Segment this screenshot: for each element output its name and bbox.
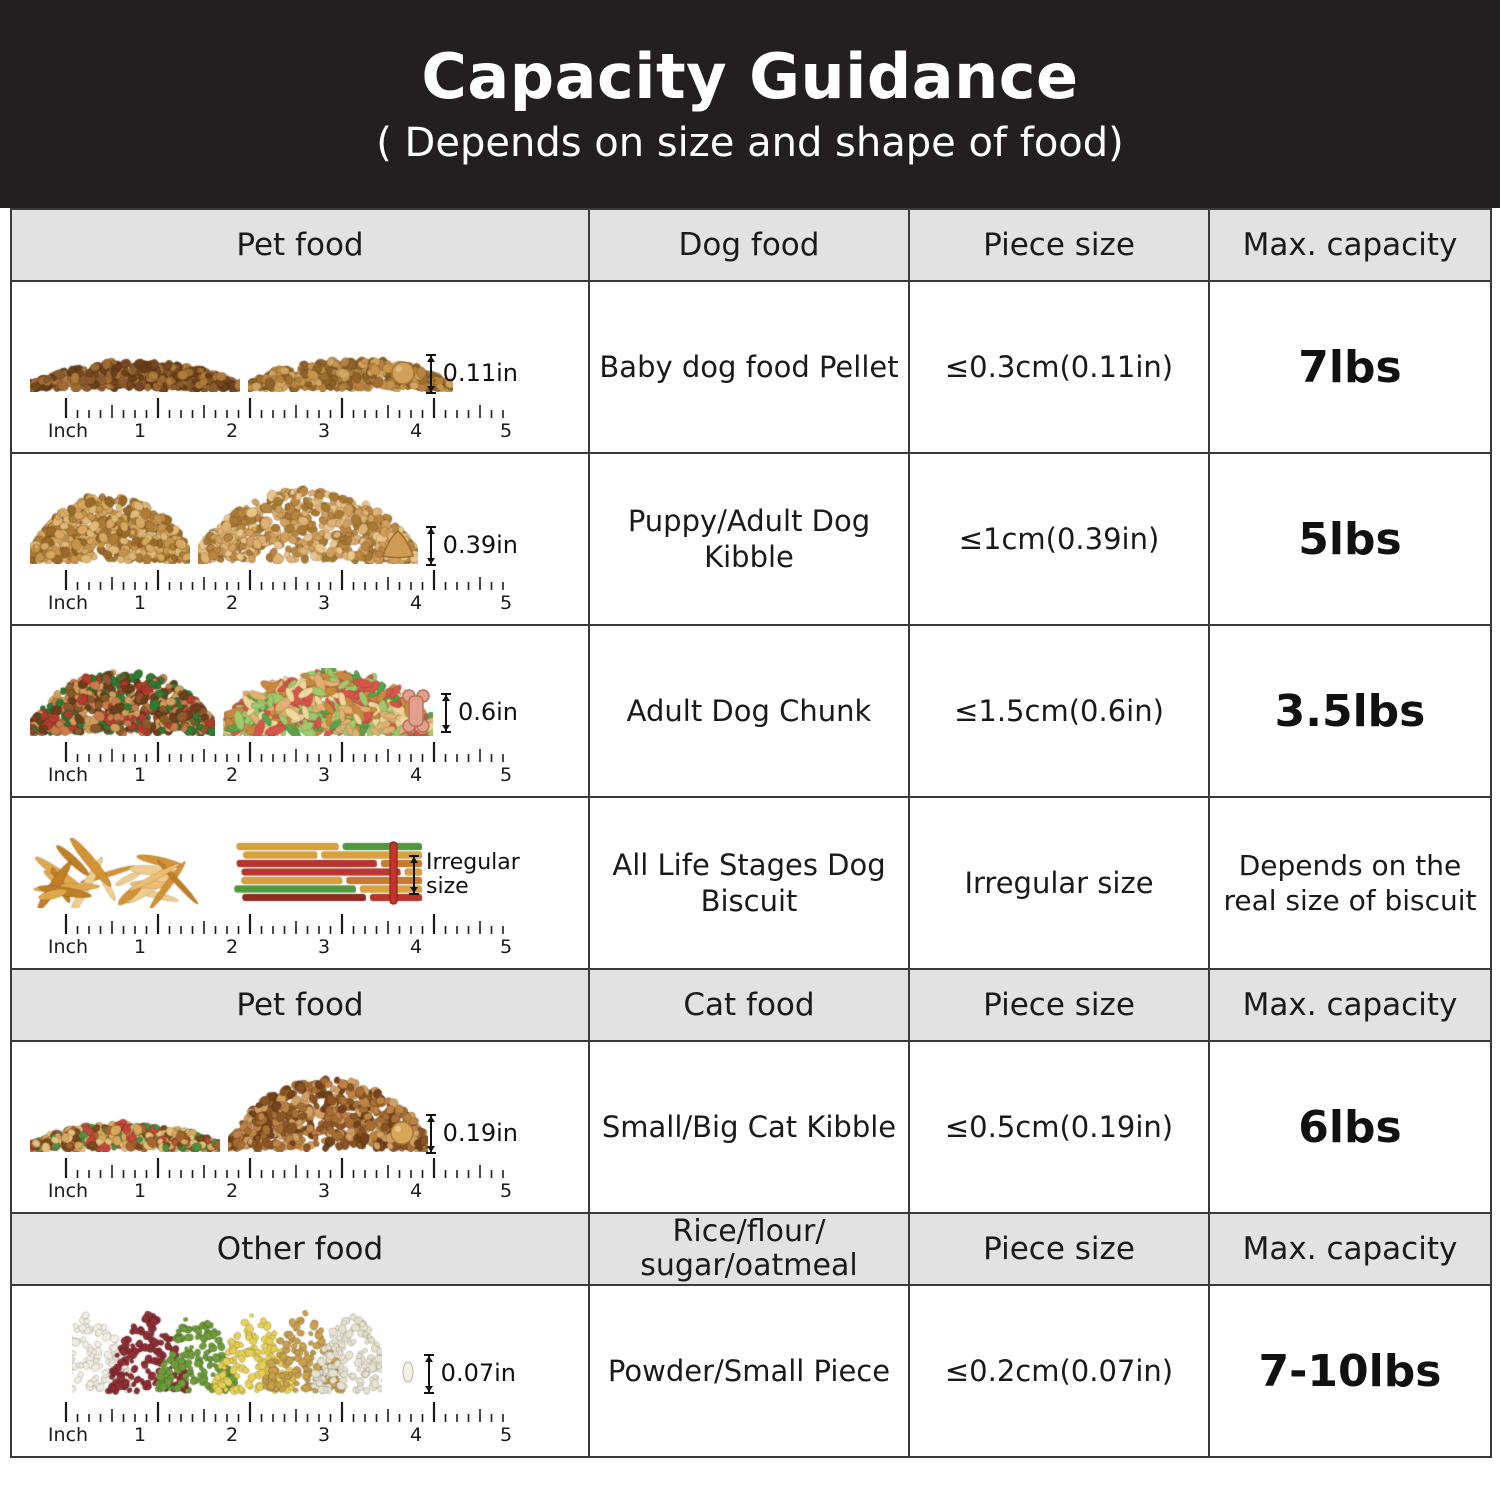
triangle-kibble-icon bbox=[378, 527, 418, 565]
ruler-labels bbox=[44, 420, 513, 442]
page-header bbox=[0, 0, 1500, 208]
ruler-tick-1: 1 bbox=[133, 420, 147, 442]
ruler-unit-label: Inch bbox=[47, 1180, 89, 1202]
bone-chunk-icon bbox=[399, 688, 433, 738]
food-name: All Life Stages Dog Biscuit bbox=[589, 797, 909, 969]
ruler-labels bbox=[44, 1180, 513, 1202]
sample-dimension bbox=[424, 1114, 518, 1154]
round-pellet-icon bbox=[388, 357, 418, 391]
food-illustration-cell bbox=[11, 1041, 589, 1213]
ruler-unit-label: Inch bbox=[47, 764, 89, 786]
ruler-tick-2: 2 bbox=[225, 1424, 239, 1446]
food-pile-small bbox=[30, 1090, 220, 1152]
max-capacity bbox=[1209, 453, 1491, 625]
ruler-tick-2: 2 bbox=[225, 764, 239, 786]
header-cat-food: Cat food bbox=[589, 969, 909, 1041]
ruler-tick-5: 5 bbox=[499, 592, 513, 614]
header-piece-size: Piece size bbox=[909, 209, 1209, 281]
food-pile-small bbox=[30, 490, 190, 564]
table-row bbox=[11, 797, 1491, 969]
sample-size-label: 0.39in bbox=[442, 531, 518, 560]
dimension-arrow-icon bbox=[424, 1114, 438, 1154]
food-pile-small bbox=[30, 326, 240, 392]
table-row bbox=[11, 1041, 1491, 1213]
table-row bbox=[11, 281, 1491, 453]
table-row bbox=[11, 453, 1491, 625]
ruler-tick-4: 4 bbox=[409, 420, 423, 442]
ruler-unit-label: Inch bbox=[47, 592, 89, 614]
table-row bbox=[11, 1285, 1491, 1457]
food-illustration-cell bbox=[11, 281, 589, 453]
ruler-tick-5: 5 bbox=[499, 764, 513, 786]
header-rice-flour-line2: sugar/oatmeal bbox=[640, 1248, 858, 1283]
ruler bbox=[44, 394, 513, 444]
header-pet-food: Pet food bbox=[11, 969, 589, 1041]
sample-piece bbox=[386, 1114, 518, 1154]
sample-dimension bbox=[439, 693, 518, 733]
max-capacity-note: Depends on the real size of biscuit bbox=[1209, 797, 1491, 969]
food-illustration-cell bbox=[11, 1285, 589, 1457]
ruler-tick-4: 4 bbox=[409, 592, 423, 614]
stick-biscuit-icon bbox=[385, 840, 401, 910]
capacity-table bbox=[10, 208, 1492, 1458]
food-name: Puppy/Adult Dog Kibble bbox=[589, 453, 909, 625]
sample-dimension bbox=[407, 851, 518, 899]
ruler-tick-3: 3 bbox=[317, 936, 331, 958]
food-illustration-cell bbox=[11, 453, 589, 625]
piece-size: ≤0.2cm(0.07in) bbox=[909, 1285, 1209, 1457]
max-capacity bbox=[1209, 1285, 1491, 1457]
ruler bbox=[44, 1398, 513, 1448]
ruler-tick-4: 4 bbox=[409, 1180, 423, 1202]
ruler bbox=[44, 910, 513, 960]
ruler bbox=[44, 738, 513, 788]
piece-size: ≤0.5cm(0.19in) bbox=[909, 1041, 1209, 1213]
ruler-tick-2: 2 bbox=[225, 936, 239, 958]
max-capacity bbox=[1209, 281, 1491, 453]
ruler-labels bbox=[44, 764, 513, 786]
sample-piece bbox=[385, 840, 518, 910]
ruler-tick-3: 3 bbox=[317, 1424, 331, 1446]
page-subtitle: ( Depends on size and shape of food) bbox=[376, 119, 1124, 166]
round-kibble-icon bbox=[386, 1116, 418, 1152]
capacity-value: 5 bbox=[1298, 513, 1329, 565]
ruler-tick-2: 2 bbox=[225, 592, 239, 614]
capacity-value: 7 bbox=[1298, 341, 1329, 393]
ruler-tick-3: 3 bbox=[317, 764, 331, 786]
sample-dimension bbox=[424, 526, 518, 566]
capacity-unit: lbs bbox=[1328, 341, 1402, 393]
dimension-arrow-icon bbox=[424, 354, 438, 394]
ruler-tick-1: 1 bbox=[133, 1424, 147, 1446]
header-rice-flour bbox=[589, 1213, 909, 1285]
ruler-tick-4: 4 bbox=[409, 936, 423, 958]
ruler-tick-1: 1 bbox=[133, 764, 147, 786]
sample-size-label: 0.11in bbox=[442, 359, 518, 388]
sample-size-label: 0.6in bbox=[457, 698, 518, 727]
section-header-other bbox=[11, 1213, 1491, 1285]
ruler-tick-5: 5 bbox=[499, 1180, 513, 1202]
piece-size: ≤0.3cm(0.11in) bbox=[909, 281, 1209, 453]
dimension-arrow-icon bbox=[407, 855, 421, 895]
capacity-value: 7-10 bbox=[1258, 1345, 1369, 1397]
ruler-tick-5: 5 bbox=[499, 936, 513, 958]
ruler-tick-1: 1 bbox=[133, 592, 147, 614]
food-name: Powder/Small Piece bbox=[589, 1285, 909, 1457]
header-other-food: Other food bbox=[11, 1213, 589, 1285]
food-illustration-cell bbox=[11, 625, 589, 797]
ruler-tick-1: 1 bbox=[133, 936, 147, 958]
ruler-tick-1: 1 bbox=[133, 1180, 147, 1202]
ruler-tick-2: 2 bbox=[225, 420, 239, 442]
dimension-arrow-icon bbox=[439, 693, 453, 733]
section-header-cat bbox=[11, 969, 1491, 1041]
sample-piece bbox=[399, 688, 518, 738]
ruler-unit-label: Inch bbox=[47, 420, 89, 442]
header-dog-food: Dog food bbox=[589, 209, 909, 281]
capacity-unit: lbs bbox=[1368, 1345, 1442, 1397]
ruler-tick-4: 4 bbox=[409, 1424, 423, 1446]
header-max-capacity: Max. capacity bbox=[1209, 1213, 1491, 1285]
ruler bbox=[44, 1154, 513, 1204]
ruler-unit-label: Inch bbox=[47, 936, 89, 958]
sample-piece bbox=[378, 526, 518, 566]
header-pet-food: Pet food bbox=[11, 209, 589, 281]
ruler-tick-5: 5 bbox=[499, 1424, 513, 1446]
ruler bbox=[44, 566, 513, 616]
grain-icon bbox=[400, 1359, 416, 1389]
food-pile-grains bbox=[72, 1310, 382, 1396]
ruler-tick-3: 3 bbox=[317, 420, 331, 442]
piece-size: Irregular size bbox=[909, 797, 1209, 969]
capacity-unit: lbs bbox=[1328, 513, 1402, 565]
food-name: Small/Big Cat Kibble bbox=[589, 1041, 909, 1213]
page-title: Capacity Guidance bbox=[421, 40, 1079, 114]
capacity-unit: lbs bbox=[1328, 1101, 1402, 1153]
food-illustration-cell bbox=[11, 797, 589, 969]
food-name: Baby dog food Pellet bbox=[589, 281, 909, 453]
ruler-labels bbox=[44, 592, 513, 614]
piece-size: ≤1cm(0.39in) bbox=[909, 453, 1209, 625]
max-capacity bbox=[1209, 1041, 1491, 1213]
header-max-capacity: Max. capacity bbox=[1209, 969, 1491, 1041]
sample-dimension bbox=[424, 354, 518, 394]
header-max-capacity: Max. capacity bbox=[1209, 209, 1491, 281]
max-capacity bbox=[1209, 625, 1491, 797]
sample-size-label: 0.07in bbox=[440, 1359, 516, 1388]
capacity-value: 6 bbox=[1298, 1101, 1329, 1153]
food-pile-small bbox=[30, 838, 220, 908]
food-name: Adult Dog Chunk bbox=[589, 625, 909, 797]
dimension-arrow-icon bbox=[424, 526, 438, 566]
capacity-value: 3.5 bbox=[1274, 685, 1353, 737]
sample-piece bbox=[388, 354, 518, 394]
ruler-tick-2: 2 bbox=[225, 1180, 239, 1202]
ruler-labels bbox=[44, 1424, 513, 1446]
section-header-dog bbox=[11, 209, 1491, 281]
capacity-unit: lbs bbox=[1352, 685, 1426, 737]
dimension-arrow-icon bbox=[422, 1354, 436, 1394]
sample-size-label: 0.19in bbox=[442, 1119, 518, 1148]
piece-size: ≤1.5cm(0.6in) bbox=[909, 625, 1209, 797]
ruler-tick-3: 3 bbox=[317, 1180, 331, 1202]
ruler-labels bbox=[44, 936, 513, 958]
header-piece-size: Piece size bbox=[909, 969, 1209, 1041]
sample-piece bbox=[400, 1354, 516, 1394]
header-piece-size: Piece size bbox=[909, 1213, 1209, 1285]
header-rice-flour-line1: Rice/flour/ bbox=[672, 1213, 826, 1249]
ruler-unit-label: Inch bbox=[47, 1424, 89, 1446]
food-pile-small bbox=[30, 666, 215, 736]
table-row bbox=[11, 625, 1491, 797]
sample-size-label: Irregular size bbox=[426, 850, 520, 899]
ruler-tick-5: 5 bbox=[499, 420, 513, 442]
ruler-tick-3: 3 bbox=[317, 592, 331, 614]
sample-dimension bbox=[422, 1354, 516, 1394]
ruler-tick-4: 4 bbox=[409, 764, 423, 786]
